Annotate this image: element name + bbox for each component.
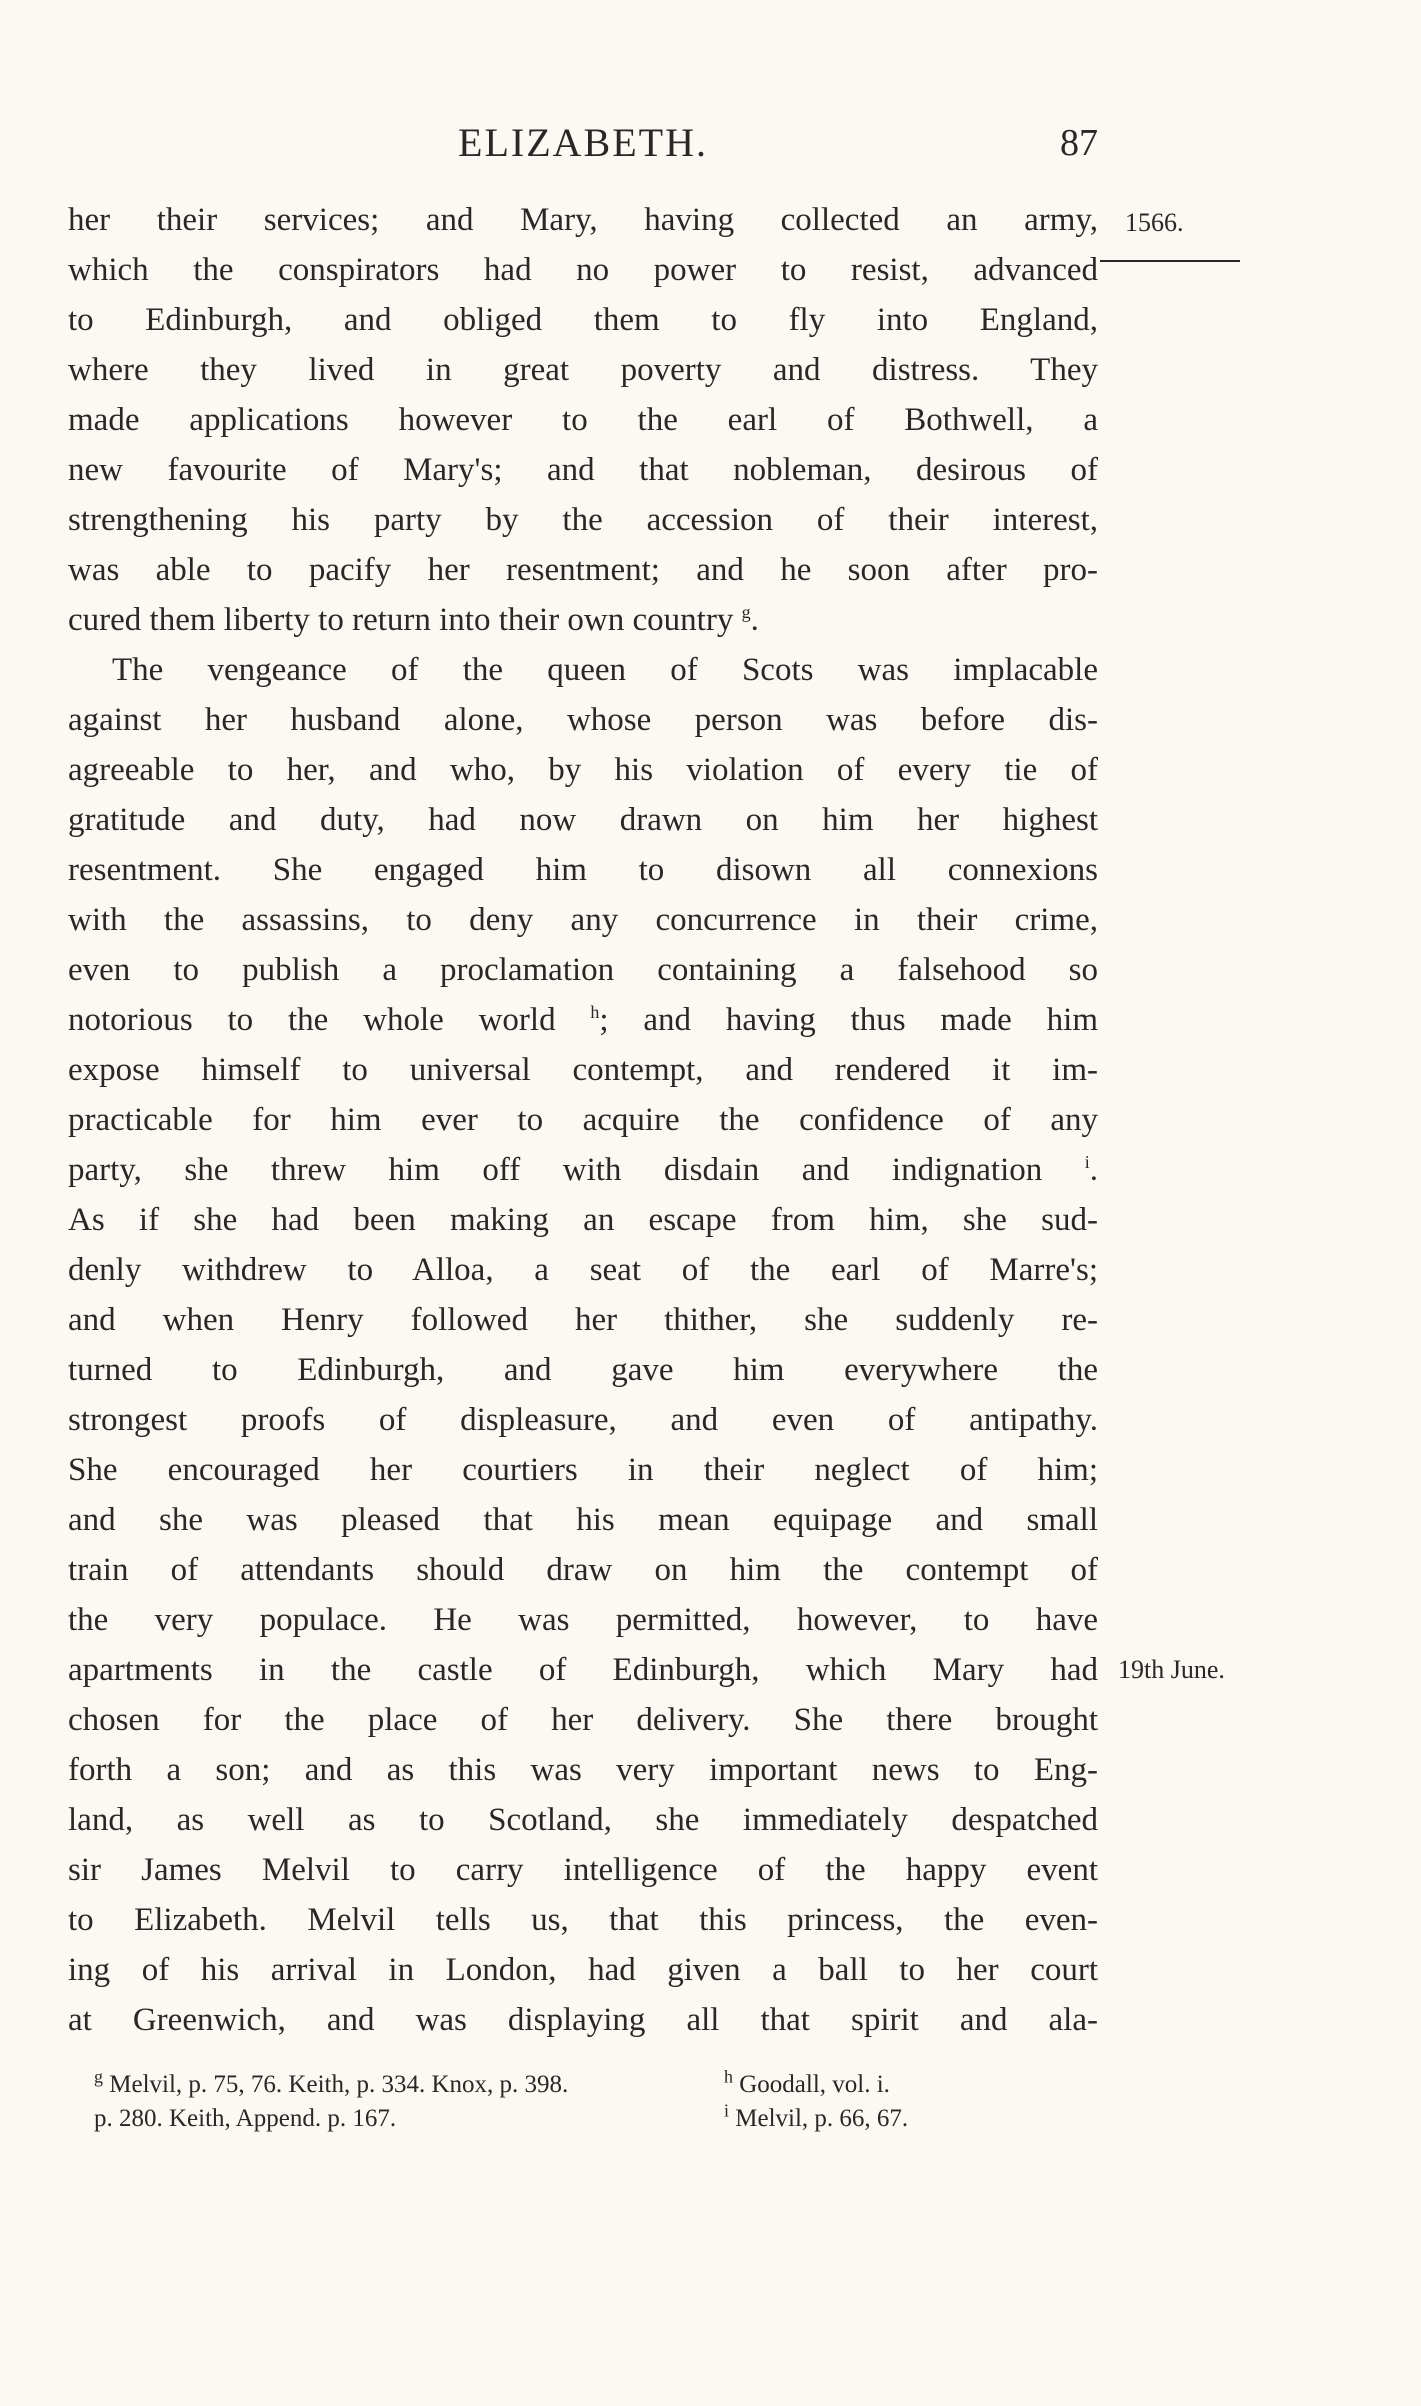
body-text xyxy=(68,195,1098,2045)
text-line: The vengeance of the queen of Scots was implacable xyxy=(112,652,1098,688)
margin-date: 19th June. xyxy=(1118,1655,1225,1684)
footnote-h xyxy=(724,2068,890,2102)
text-line: to Edinburgh, and obliged them to fly into England, xyxy=(68,302,1098,338)
footnotes xyxy=(94,2068,1104,2136)
text-line: made applications however to the earl of Bothwell, a xyxy=(68,402,1098,438)
text-line: resentment. She engaged him to disown all connexions xyxy=(68,852,1098,888)
text-line: gratitude and duty, had now drawn on him her highest xyxy=(68,802,1098,838)
text-line: turned to Edinburgh, and gave him everywhere the xyxy=(68,1352,1098,1388)
text-line: with the assassins, to deny any concurrence in their crime, xyxy=(68,902,1098,938)
footnote-ref-h: h xyxy=(590,1002,600,1022)
text-line: where they lived in great poverty and distress. They xyxy=(68,352,1098,388)
text-line: her their services; and Mary, having collected an army, xyxy=(68,202,1098,238)
footnote-ref-g: g xyxy=(741,602,751,622)
margin-rule xyxy=(1100,260,1240,262)
text-line: was able to pacify her resentment; and he soon after pro- xyxy=(68,552,1098,588)
text-line: the very populace. He was permitted, however, to have xyxy=(68,1602,1098,1638)
margin-year: 1566. xyxy=(1125,208,1184,237)
text-segment: ; and having thus made him xyxy=(599,1002,1098,1038)
footnote-mark: h xyxy=(724,2066,733,2087)
footnote-mark: g xyxy=(94,2066,103,2087)
text-line: denly withdrew to Alloa, a seat of the earl of Marre's; xyxy=(68,1252,1098,1288)
text-segment: notorious to the whole world xyxy=(68,1002,556,1038)
text-segment: party, she threw him off with disdain and indignation xyxy=(68,1152,1043,1188)
footnote-g xyxy=(94,2066,569,2098)
footnote-line xyxy=(94,2102,1104,2136)
text-line: strengthening his party by the accession of their interest, xyxy=(68,502,1098,538)
footnote-line xyxy=(94,2068,1104,2102)
text-line: and when Henry followed her thither, she suddenly re- xyxy=(68,1302,1098,1338)
running-title: ELIZABETH. xyxy=(458,120,708,165)
text-line: new favourite of Mary's; and that nobleman, desirous of xyxy=(68,452,1098,488)
footnote-text: Melvil, p. 66, 67. xyxy=(735,2105,909,2132)
text-line: practicable for him ever to acquire the confidence of any xyxy=(68,1102,1098,1138)
text-line: chosen for the place of her delivery. She there brought xyxy=(68,1702,1098,1738)
text-line: which the conspirators had no power to resist, advanced xyxy=(68,252,1098,288)
text-line: expose himself to universal contempt, and rendered it im- xyxy=(68,1052,1098,1088)
footnote-text: Goodall, vol. i. xyxy=(739,2071,890,2098)
text-line: forth a son; and as this was very important news to Eng- xyxy=(68,1752,1098,1788)
text-line xyxy=(68,595,1098,645)
footnote-ref-i: i xyxy=(1084,1152,1090,1172)
text-line: She encouraged her courtiers in their neglect of him; xyxy=(68,1452,1098,1488)
footnote-mark: i xyxy=(724,2100,730,2121)
text-line: at Greenwich, and was displaying all that spirit and ala- xyxy=(68,2002,1098,2038)
footnote-g-continued: p. 280. Keith, Append. p. 167. xyxy=(94,2105,397,2132)
text-line: sir James Melvil to carry intelligence of the happy event xyxy=(68,1852,1098,1888)
text-line: strongest proofs of displeasure, and even of antipathy. xyxy=(68,1402,1098,1438)
text-line: land, as well as to Scotland, she immediately despatched xyxy=(68,1802,1098,1838)
running-head xyxy=(68,118,1098,168)
page-number: 87 xyxy=(1060,122,1098,164)
text-line: As if she had been making an escape from him, she sud- xyxy=(68,1202,1098,1238)
footnote-text: Melvil, p. 75, 76. Keith, p. 334. Knox, p. 398. xyxy=(109,2071,569,2098)
text-line: train of attendants should draw on him the contempt of xyxy=(68,1552,1098,1588)
footnote-i xyxy=(724,2102,908,2136)
text-line xyxy=(68,1145,1098,1195)
text-line: ing of his arrival in London, had given a ball to her court xyxy=(68,1952,1098,1988)
text-segment: . xyxy=(1089,1152,1099,1188)
text-segment: . xyxy=(750,602,759,638)
text-line: and she was pleased that his mean equipage and small xyxy=(68,1502,1098,1538)
text-line: to Elizabeth. Melvil tells us, that this princess, the even- xyxy=(68,1902,1098,1938)
text-segment: cured them liberty to return into their own country xyxy=(68,602,734,638)
text-line: agreeable to her, and who, by his violation of every tie of xyxy=(68,752,1098,788)
text-line xyxy=(68,995,1098,1045)
text-line: even to publish a proclamation containing a falsehood so xyxy=(68,952,1098,988)
text-line: apartments in the castle of Edinburgh, which Mary had xyxy=(68,1652,1098,1688)
text-line: against her husband alone, whose person was before dis- xyxy=(68,702,1098,738)
